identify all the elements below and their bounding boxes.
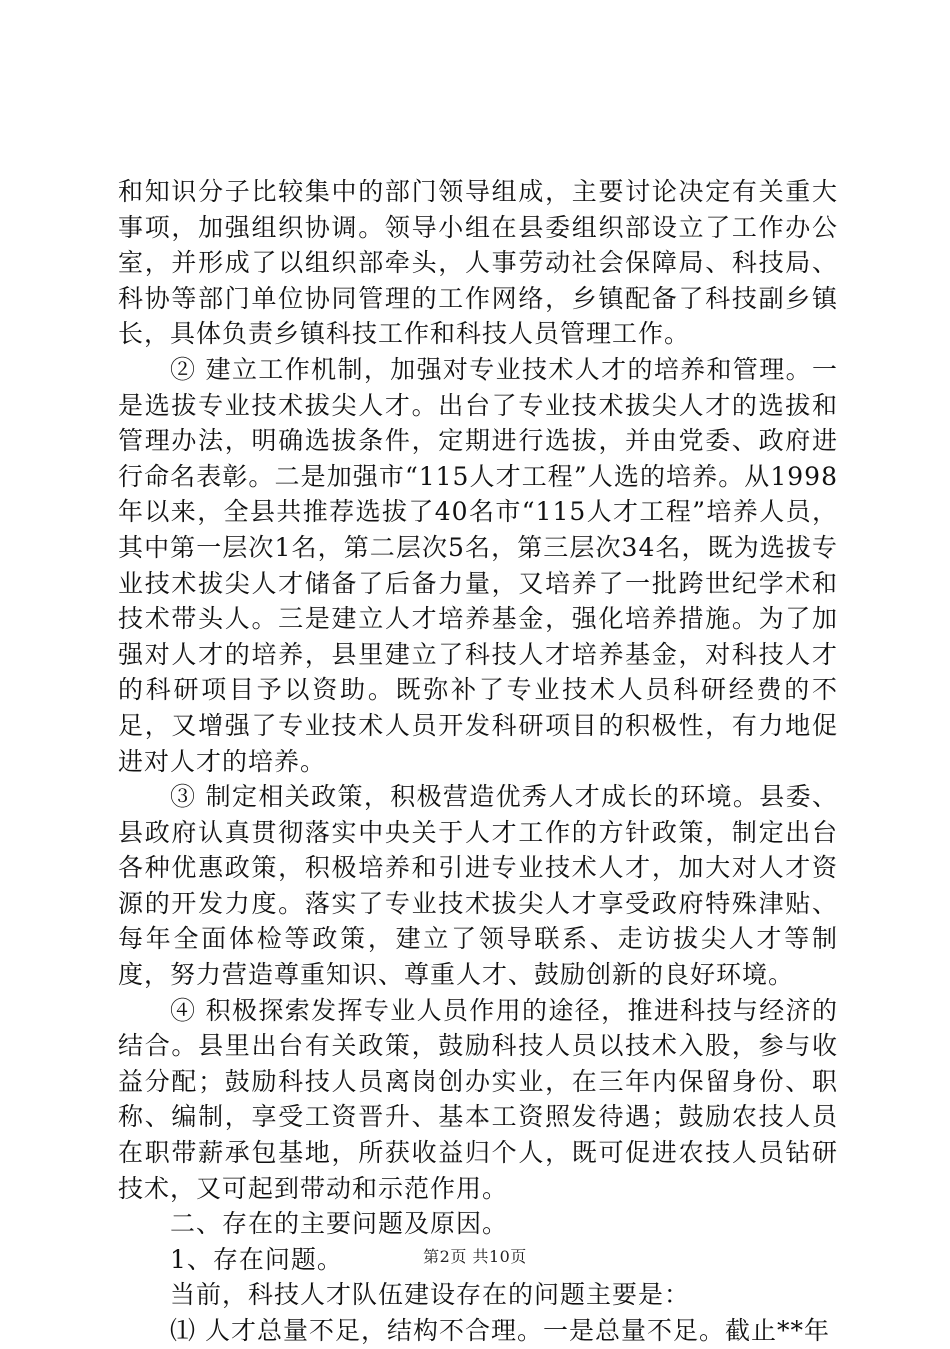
paragraph-work-mechanism: ② 建立工作机制，加强对专业技术人才的培养和管理。一是选拔专业技术拔尖人才。出台了专业技术拔尖人才的选拔和管理办法，明确选拔条件，定期进行选拔，并由党委、政府进行命名表彰。二是加强市“115人才工程”人选的培养。从1998年以来，全县共推荐选拔了40名市“115人才工程”培养人员，其中第一层次1名，第二层次5名，第三层次34名，既为选拔专业技术拔尖人才储备了后备力量，又培养了一批跨世纪学术和技术带头人。三是建立人才培养基金，强化培养措施。为了加强对人才的培养，县里建立了科技人才培养基金，对科技人才的科研项目予以资助。既弥补了专业技术人员科研经费的不足，又增强了专业技术人员开发科研项目的积极性，有力地促进对人才的培养。 (118, 354, 838, 776)
document-body (118, 174, 838, 1349)
paragraph-policies: ③ 制定相关政策，积极营造优秀人才成长的环境。县委、县政府认真贯彻落实中央关于人才工作的方针政策，制定出台各种优惠政策，积极培养和引进专业技术人才，加大对人才资源的开发力度。落实了专业技术拔尖人才享受政府特殊津贴、每年全面体检等政策，建立了领导联系、走访拔尖人才等制度，努力营造尊重知识、尊重人才、鼓励创新的良好环境。 (118, 782, 838, 990)
paragraph-problems-intro: 当前，科技人才队伍建设存在的问题主要是： (170, 1280, 691, 1310)
paragraph-explore-roles: ④ 积极探索发挥专业人员作用的途径，推进科技与经济的结合。县里出台有关政策，鼓励科技人员以技术入股，参与收益分配；鼓励科技人员离岗创办实业，在三年内保留身份、职称、编制，享受工资晋升、基本工资照发待遇；鼓励农技人员在职带薪承包基地，所获收益归个人，既可促进农技人员钻研技术，又可起到带动和示范作用。 (118, 995, 838, 1203)
paragraph-problem-one: ⑴ 人才总量不足，结构不合理。一是总量不足。截止**年 (170, 1316, 830, 1345)
paragraph-continuation: 和知识分子比较集中的部门领导组成，主要讨论决定有关重大事项，加强组织协调。领导小组在县委组织部设立了工作办公室，并形成了以组织部牵头，人事劳动社会保障局、科技局、科协等部门单位协同管理的工作网络，乡镇配备了科技副乡镇长，具体负责乡镇科技工作和科技人员管理工作。 (118, 177, 838, 349)
page-footer: 第2页 共10页 (423, 1247, 527, 1266)
section-heading-problems: 二、存在的主要问题及原因。 (170, 1209, 509, 1239)
subsection-heading-problems: 1、存在问题。 (170, 1244, 343, 1274)
